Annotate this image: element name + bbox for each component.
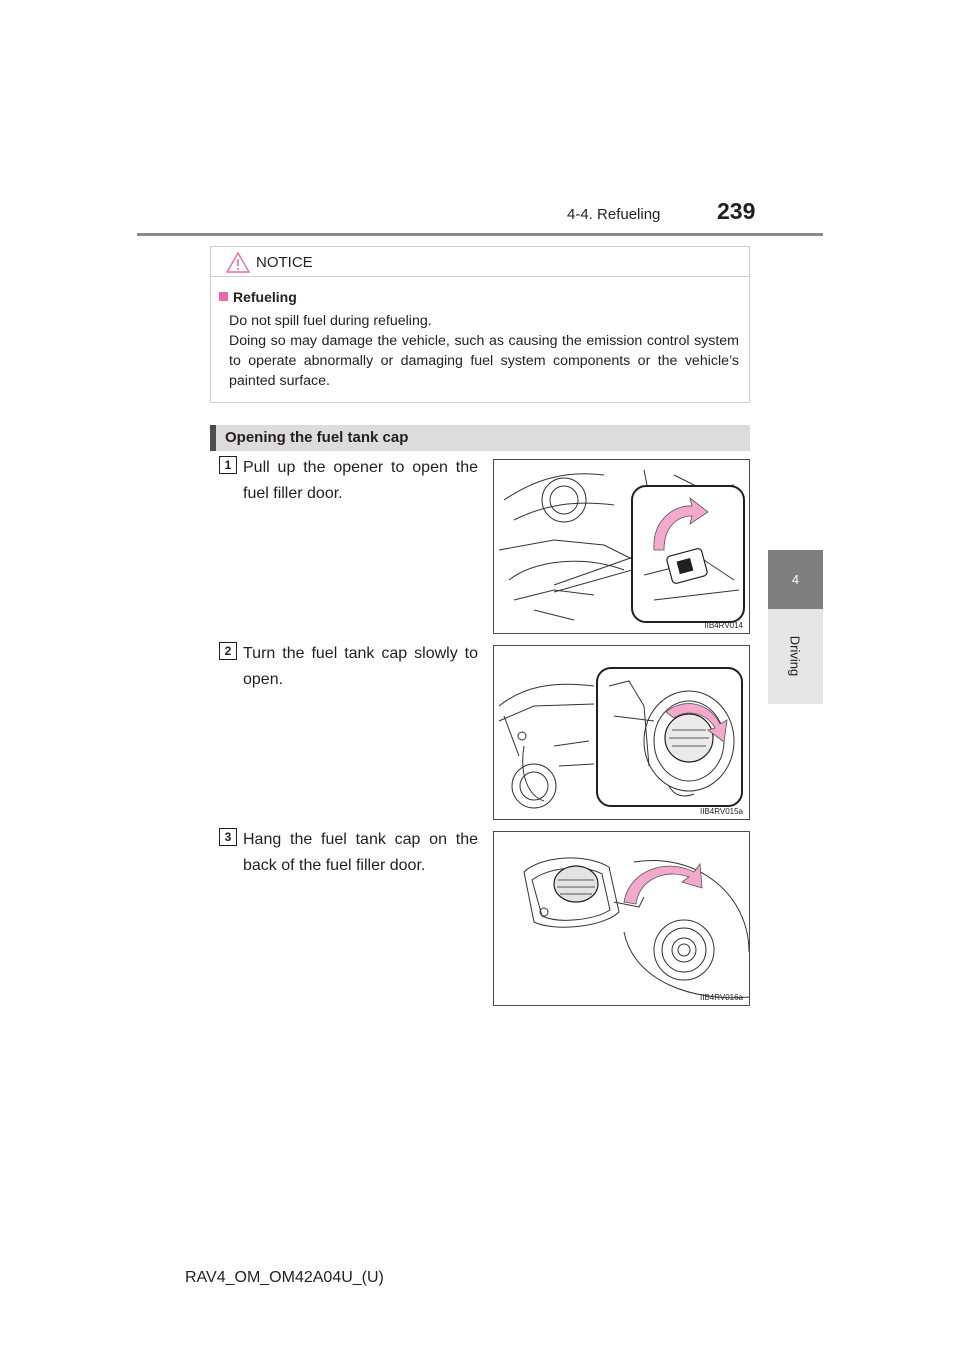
page-number: 239 [717,198,756,224]
section-heading: Opening the fuel tank cap [225,429,409,446]
bullet-square-icon [219,292,228,301]
notice-paragraph: Do not spill fuel during refueling. [229,313,432,329]
step-number: 1 [219,456,237,474]
notice-body [229,311,739,391]
figure-fuel-cap-hanging [493,831,750,1006]
step-number: 2 [219,642,237,660]
figure-code: IIB4RV015a [700,807,743,816]
section-heading-marker [210,425,216,451]
header-divider [137,233,823,236]
figure-code: IIB4RV016a [700,993,743,1002]
chapter-number-tab: 4 [768,550,823,609]
notice-paragraph: Doing so may damage the vehicle, such as causing the emission control system to operate abnormally or damaging fuel system components or the vehicle’s painted surface. [229,333,739,389]
figure-fuel-door-opener [493,459,750,634]
notice-subheading-text: Refueling [233,289,297,305]
warning-triangle-icon [226,252,250,273]
step-text: Hang the fuel tank cap on the back of the fuel filler door. [243,831,478,874]
section-title: 4-4. Refueling [567,206,661,223]
section-heading-bar [210,425,750,451]
chapter-title: Driving [787,635,803,677]
step-number: 3 [219,828,237,846]
figure-fuel-cap-turning [493,645,750,820]
fuel-cap-hanging-illustration [494,832,750,1006]
fuel-cap-turning-illustration [494,646,750,820]
document-code: RAV4_OM_OM42A04U_(U) [185,1269,384,1286]
step-text: Pull up the opener to open the fuel filler door. [243,459,478,502]
notice-header [211,247,749,277]
figure-code: IIB4RV014 [704,621,743,630]
notice-box [210,246,750,403]
notice-title: NOTICE [256,254,313,271]
notice-subheading [219,289,297,305]
fuel-door-opener-illustration [494,460,750,634]
step-text: Turn the fuel tank cap slowly to open. [243,645,478,688]
